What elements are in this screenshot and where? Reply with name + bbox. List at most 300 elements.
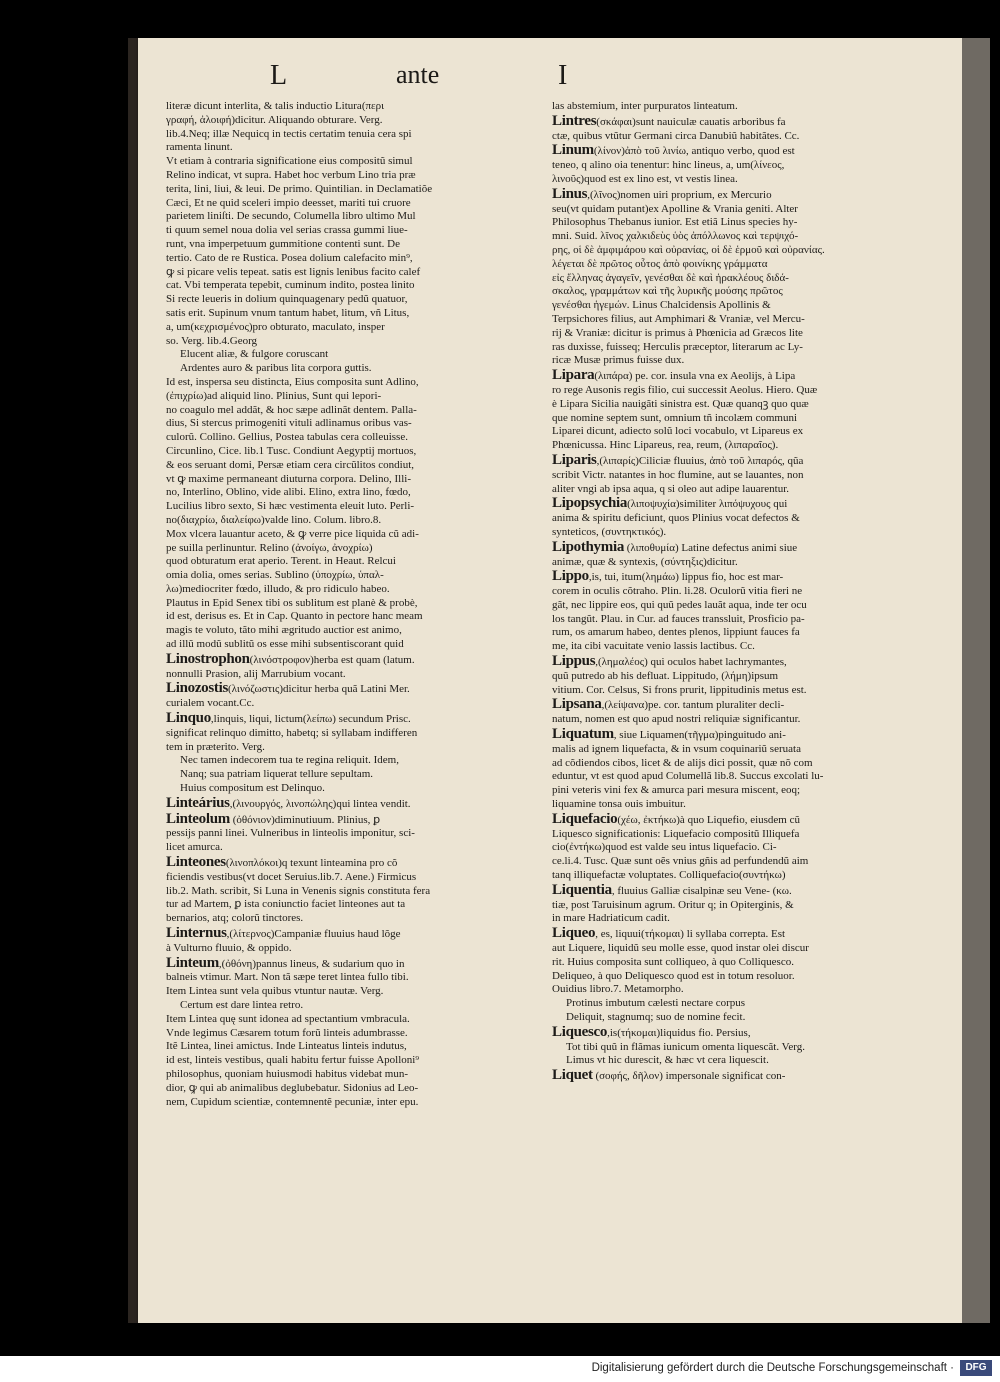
line-text: (λιπάρα) pe. cor. insula vna ex Aeolijs, à Lipa — [594, 370, 796, 383]
line-text: ad illũ modũ sublitũ os esse mihi subsentiscorant quid — [166, 638, 404, 651]
line-text: ,(λινουργός, λινοπώλης)qui lintea vendit. — [229, 797, 411, 810]
line-text: Ardentes auro & paribus lita corpora guttis. — [180, 362, 372, 375]
line-text: Item Lintea sunt vela quibus vtuntur nautæ. Verg. — [166, 985, 384, 998]
running-head — [0, 60, 1000, 100]
line-text: anima & spiritu deficiunt, quos Plinius vocat defectos & — [552, 512, 800, 525]
line-text: tiæ, post Taruisinum agrum. Oritur q; in Opiterginis, & — [552, 898, 794, 911]
entry-headword: Linquo — [166, 712, 211, 727]
text-line — [552, 855, 936, 869]
text-line — [552, 626, 936, 640]
entry-headword: Linteolum — [166, 812, 230, 827]
text-line — [552, 613, 936, 627]
dictionary-entry-line — [552, 454, 936, 469]
line-text: Certum est dare lintea retro. — [180, 999, 304, 1011]
line-text: ,(λῖνος)nomen uiri proprium, ex Mercurio — [587, 188, 772, 201]
line-text: Nanq; sua patriam liquerat tellure sepultam. — [180, 768, 374, 781]
text-line — [166, 141, 538, 155]
text-line — [552, 599, 936, 613]
line-text: ,is(τήκομαι)liquidus fio. Persius, — [607, 1026, 751, 1039]
text-line — [552, 1041, 936, 1055]
text-line — [166, 348, 538, 362]
line-text: tanq illiquefactæ voluptates. Colliquefacio(συντήκω) — [552, 869, 786, 882]
text-line — [552, 784, 936, 798]
text-line — [166, 486, 538, 500]
line-text: ρης, οἱ δὲ ἀμφιμάρου καὶ οὐρανίας, οἱ δὲ ἑρμοῦ καὶ οὐρανίας. — [552, 243, 825, 256]
text-line — [166, 417, 538, 431]
line-text: Terpsichores filius, aut Amphimari & Vraniæ, vel Mercu- — [552, 312, 805, 325]
line-text: quũ putredo ab his defluat. Lippitudo, (λήμη)ipsum — [552, 669, 779, 682]
entry-headword: Liquentia — [552, 883, 612, 898]
dictionary-entry-line — [166, 813, 538, 828]
dictionary-entry-line — [552, 927, 936, 942]
entry-headword: Lipsana — [552, 698, 602, 713]
left-text-column — [166, 100, 538, 1109]
text-line — [166, 898, 538, 912]
line-text: scribit Victr. natantes in hoc flumine, aut se lauantes, non — [552, 468, 804, 481]
line-text: (λινόζωστις)dicitur herba quã Latini Mer. — [228, 683, 410, 696]
text-line — [166, 741, 538, 755]
text-line — [552, 483, 936, 497]
line-text: Protinus imbutum cælesti nectare corpus — [566, 997, 746, 1010]
entry-headword: Liquefacio — [552, 812, 618, 827]
line-text: , fluuius Galliæ cisalpinæ seu Vene- (κω. — [611, 884, 792, 897]
line-text: Tot tibi quũ in flãmas iunicum omenta liquescãt. Verg. — [566, 1040, 805, 1053]
text-line — [552, 1054, 936, 1068]
line-text: Philosophus Thebanus iunior. Est etiã Linus species hy- — [552, 216, 798, 229]
text-line — [166, 638, 538, 652]
line-text: no coagulo mel addãt, & hoc sæpe adlinãt dentem. Palla- — [166, 403, 417, 416]
line-text: runt, vna imperpetuum gummitione contenti sunt. De — [166, 237, 401, 250]
text-line — [166, 597, 538, 611]
line-text: no, Interlino, Oblino, vide alibi. Elino, extra lino, fœdo, — [166, 486, 411, 499]
text-line — [166, 624, 538, 638]
line-text: in mare Hadriaticum cadit. — [552, 912, 670, 925]
text-line — [552, 425, 936, 439]
entry-headword: Liquet — [552, 1069, 593, 1084]
line-text: (σοφής, δῆλον) impersonale significat con- — [592, 1070, 786, 1083]
line-text: a, um(κεχρισμένος)pro obturato, maculato, insper — [166, 320, 385, 333]
text-line — [552, 173, 936, 187]
line-text: Si recte leueris in dolium quinquagenary pedũ quatuor, — [166, 293, 408, 306]
text-line — [166, 321, 538, 335]
line-text: rum, os amarum habeo, dentes plenos, lippiunt fauces fa — [552, 626, 800, 639]
text-line — [552, 684, 936, 698]
line-text: ce.li.4. Tusc. Quæ sunt oẽs vnius gñis ad perfundendũ aim — [552, 855, 809, 868]
entry-headword: Linternus — [166, 927, 227, 942]
entry-headword: Linteárius — [166, 796, 230, 811]
line-text: aut Liquere, liquidũ seu molle esse, quod instar olei discur — [552, 942, 809, 955]
text-line — [552, 159, 936, 173]
line-text: Liparei dicunt, adiecto solũ loci vocabulo, vt Lipareus ex — [552, 425, 804, 438]
line-text: (λινόστροφον)herba est quam (latum. — [249, 653, 415, 666]
text-line — [166, 528, 538, 542]
text-line — [552, 203, 936, 217]
line-text: so. Verg. lib.4.Georg — [166, 334, 258, 347]
line-text: (λίνον)ἀπὸ τοῦ λινίω, antiquo verbo, quod est — [593, 145, 795, 158]
text-line — [166, 431, 538, 445]
line-text: ramenta linunt. — [166, 141, 233, 154]
entry-headword: Liqueo — [552, 927, 596, 942]
line-text: nonnulli Prasion, alij Marrubium vocant. — [166, 667, 346, 680]
line-text: ti quum semel noua dolia vel serias crassa gummi liue- — [166, 224, 408, 237]
line-text: mni. Suid. λῖνος χαλκιδεὺς ὑὸς ἀπόλλωνος καὶ τερψιχό- — [552, 230, 799, 243]
entry-headword: Linteones — [166, 856, 226, 871]
line-text: Mox vlcera lauantur aceto, & ꝙ verre pice liquida cũ adi- — [166, 527, 419, 540]
text-line — [552, 354, 936, 368]
text-line — [166, 362, 538, 376]
entry-headword: Linum — [552, 144, 594, 159]
line-text: λέγεται δὲ πρῶτος οὗτος ἀπὸ φοινίκης γράμματα — [552, 257, 768, 270]
line-text: omia dolia, omes serias. Sublino (ὑποχρίω, ὑπαλ- — [166, 569, 384, 582]
text-line — [166, 155, 538, 169]
text-line — [552, 341, 936, 355]
text-line — [166, 445, 538, 459]
line-text: ctæ, quibus vtũtur Germani circa Danubiũ habitãtes. Cc. — [552, 129, 800, 142]
text-line — [166, 266, 538, 280]
line-text: teneo, q alino oia tenentur: hinc lineus, a, um(λίνεος, — [552, 159, 785, 172]
dictionary-entry-line — [166, 797, 538, 812]
text-line — [552, 757, 936, 771]
line-text: (λιποθυμία) Latine defectus animi siue — [624, 541, 798, 554]
running-head-right: I — [558, 60, 568, 91]
text-line — [552, 130, 936, 144]
text-line — [166, 459, 538, 473]
text-line — [552, 942, 936, 956]
line-text: dior, ꝙ qui ab animalibus deglubebatur. Sidonius ad Leo- — [166, 1081, 419, 1094]
text-line — [552, 899, 936, 913]
running-head-center: ante — [396, 60, 440, 89]
dictionary-entry-line — [166, 927, 538, 942]
line-text: (ἐπιχρίω)ad aliquid lino. Plinius, Sunt qui lepori- — [166, 389, 382, 402]
text-line — [166, 128, 538, 142]
entry-headword: Lippo — [552, 570, 589, 585]
text-line — [166, 569, 538, 583]
text-line — [166, 169, 538, 183]
line-text: è Lipara Sicilia nauigãti sinistra est. Quæ quanqꝫ quo quæ — [552, 397, 809, 410]
line-text: quod obturatum erat aperio. Terent. in Heaut. Relcui — [166, 555, 396, 568]
text-line — [552, 770, 936, 784]
line-text: gãt, nec lippire eos, qui quũ pedes lauãt aqua, inde ter ocu — [552, 598, 807, 611]
text-line — [552, 970, 936, 984]
text-line — [552, 869, 936, 883]
line-text: cio(ἐντήκω)quod est valde seu intus liquefacio. Ci- — [552, 841, 777, 854]
line-text: Nec tamen indecorem tua te regina reliquit. Idem, — [180, 754, 399, 767]
text-line — [166, 754, 538, 768]
text-line — [166, 390, 538, 404]
text-line — [166, 279, 538, 293]
line-text: tem in præterito. Verg. — [166, 740, 265, 753]
dictionary-entry-line — [552, 144, 936, 159]
line-text: Vt etiam à contraria significatione eius compositũ simul — [166, 155, 413, 168]
footer-credit: Digitalisierung gefördert durch die Deutsche Forschungsgemeinschaft · — [591, 1362, 954, 1374]
line-text: terita, lini, liui, & leui. De primo. Quintilian. in Declamatiõe — [166, 182, 433, 195]
line-text: Ouidius libro.7. Metamorpho. — [552, 983, 684, 996]
text-line — [552, 439, 936, 453]
line-text: ro rege Ausonis regis filio, cui successit Aeolus. Hiero. Quæ — [552, 383, 818, 396]
text-line — [166, 555, 538, 569]
entry-headword: Liquatum — [552, 728, 614, 743]
entry-headword: Lintres — [552, 114, 597, 129]
text-line — [552, 526, 936, 540]
line-text: dius, Si stercus primogeniti vituli adlinamus oribus vas- — [166, 417, 412, 430]
line-text: corem in oculis cõtraho. Plin. li.28. Oculorũ vitia fieri ne — [552, 585, 803, 598]
line-text: culorũ. Collino. Gellius, Postea tabulas cera colleuisse. — [166, 431, 408, 444]
text-line — [166, 307, 538, 321]
text-line — [166, 183, 538, 197]
text-line — [552, 743, 936, 757]
line-text: vt ꝙ maxime permaneant diuturna corpora. Delino, Illi- — [166, 472, 411, 485]
line-text: synteticos, (συντηκτικός). — [552, 525, 667, 538]
line-text: Plautus in Epid Senex tibi os sublitum est planè & probè, — [166, 596, 418, 609]
text-line — [166, 985, 538, 999]
line-text: aliter vngi ab ipsa aqua, q si oleo aut adipe lauarentur. — [552, 482, 790, 495]
dictionary-entry-line — [552, 884, 936, 899]
line-text: ,(λημαλέος) qui oculos habet lachrymantes, — [595, 656, 787, 669]
dictionary-entry-line — [552, 369, 936, 384]
text-line — [166, 768, 538, 782]
line-text: malis ad ignem liquefacta, & in vsum coquinariũ seruata — [552, 742, 801, 755]
text-line — [166, 668, 538, 682]
text-line — [166, 210, 538, 224]
line-text: literæ dicunt interlita, & talis inductio Litura(περι — [166, 100, 385, 112]
text-line — [552, 798, 936, 812]
text-line — [552, 828, 936, 842]
footer-bar — [0, 1356, 1000, 1382]
text-line — [166, 1096, 538, 1110]
line-text: Phœnicussa. Hinc Lipareus, rea, reum, (λιπαραῖος). — [552, 439, 779, 452]
text-line — [166, 827, 538, 841]
line-text: seu(vt quidam putant)ex Apolline & Vrania geniti. Alter — [552, 202, 798, 215]
line-text: Vnde legimus Cæsarem totum forũ linteis adumbrasse. — [166, 1026, 408, 1039]
dictionary-entry-line — [552, 541, 936, 556]
line-text: ricæ Musæ primus fuisse dux. — [552, 354, 685, 367]
entry-headword: Lippus — [552, 655, 596, 670]
dictionary-entry-line — [552, 813, 936, 828]
line-text: vitium. Cor. Celsus, Si frons prurit, lippitudinis metus est. — [552, 683, 807, 696]
entry-headword: Lipothymia — [552, 540, 625, 555]
text-line — [552, 258, 936, 272]
line-text: Cæci, Et ne quid sceleri impio deesset, mariti tui cruore — [166, 196, 411, 209]
dictionary-entry-line — [552, 728, 936, 743]
text-line — [552, 512, 936, 526]
line-text: ,(λείψανα)pe. cor. tantum pluraliter decli- — [601, 699, 785, 712]
line-text: Limus vt hic durescit, & hæc vt cera liquescit. — [566, 1054, 769, 1067]
line-text: philosophus, quoniam huiusmodi habitus videbat mun- — [166, 1067, 408, 1080]
line-text: pe suilla perlinuntur. Relino (ἀνοίγω, ἀνοχρίω) — [166, 541, 373, 554]
text-line — [166, 999, 538, 1013]
text-line — [166, 697, 538, 711]
running-head-left: L — [270, 60, 288, 91]
dictionary-entry-line — [166, 856, 538, 871]
text-line — [552, 670, 936, 684]
line-text: rit. Huius composita sunt colliqueo, à quo Colliquesco. — [552, 955, 794, 968]
text-line — [166, 1027, 538, 1041]
text-line — [166, 1013, 538, 1027]
dictionary-entry-line — [166, 682, 538, 697]
dictionary-entry-line — [552, 655, 936, 670]
text-line — [166, 500, 538, 514]
dictionary-entry-line — [166, 957, 538, 972]
entry-headword: Liparis — [552, 453, 597, 468]
text-line — [552, 313, 936, 327]
line-text: & eos seruant domi, Persæ etiam cera circũlitos condiut, — [166, 458, 415, 471]
line-text: nem, Cupidum scientiæ, contemnentẽ pecuniæ, inter epu. — [166, 1095, 419, 1108]
text-line — [552, 412, 936, 426]
text-line — [552, 956, 936, 970]
text-line — [552, 912, 936, 926]
line-text: εἰς ἕλληνας ἀγαγεῖν, γενέσθαι δὲ καὶ ἡρακλέους διδά- — [552, 271, 789, 284]
text-line — [166, 971, 538, 985]
line-text: lib.4.Neq; illæ Nequicq in tectis certatim tenuia cera spi — [166, 127, 412, 140]
line-text: que nomine septem sunt, omnium tñ incolæm communi — [552, 411, 798, 424]
line-text: ,(λιπαρίς)Ciliciæ fluuius, ἀπὸ τοῦ λιπαρός, qũa — [596, 454, 804, 467]
line-text: tur ad Martem, ꝑ ista coniunctio faciet linteones aut ta — [166, 898, 406, 911]
line-text: (λιποψυχία)similiter λιπόψυχους qui — [627, 498, 788, 511]
text-line — [166, 583, 538, 597]
text-line — [552, 1011, 936, 1025]
text-line — [552, 398, 936, 412]
line-text: ad cõdiendos cibos, licet & de alijs dici possit, quæ nõ com — [552, 756, 813, 769]
text-line — [552, 585, 936, 599]
line-text: Item Lintea quę sunt idonea ad spectantium vmbracula. — [166, 1012, 410, 1025]
dictionary-entry-line — [552, 497, 936, 512]
line-text: pessijs panni linei. Vulneribus in linteolis imponitur, sci- — [166, 827, 415, 840]
line-text: σκαλος, γραμμάτων καὶ τῆς λυρικῆς μούσης πρῶτος — [552, 285, 783, 298]
text-line — [552, 469, 936, 483]
line-text: licet amurca. — [166, 841, 223, 854]
line-text: tertio. Cato de re Rustica. Posea dolium calefacito min⁹, — [166, 251, 413, 264]
text-line — [166, 376, 538, 390]
line-text: Deliqueo, à quo Deliquesco quod est in totum resoluor. — [552, 969, 795, 982]
dictionary-entry-line — [552, 188, 936, 203]
dictionary-entry-line — [166, 712, 538, 727]
line-text: natum, nomen est quo apud nostri reliquiæ significantur. — [552, 713, 801, 726]
line-text: Itẽ Lintea, linei amictus. Inde Linteatus linteis indutus, — [166, 1040, 407, 1053]
entry-headword: Liquesco — [552, 1025, 608, 1040]
entry-headword: Linostrophon — [166, 652, 250, 667]
text-line — [552, 299, 936, 313]
line-text: (ὀθόνιον)diminutiuum. Plinius, ꝑ — [229, 813, 381, 826]
text-line — [166, 293, 538, 307]
entry-headword: Linteum — [166, 956, 219, 971]
dictionary-entry-line — [552, 1026, 936, 1041]
line-text: (λινοπλόκοι)q texunt linteamina pro cõ — [225, 857, 398, 870]
text-line — [166, 514, 538, 528]
line-text: me, ita cibi vacuitate venio lassis lactibus. Cc. — [552, 640, 755, 653]
page-edge-left — [128, 38, 138, 1323]
text-line — [552, 100, 936, 114]
text-line — [166, 335, 538, 349]
text-line — [166, 610, 538, 624]
line-text: Circunlino, Cice. lib.1 Tusc. Condiunt Aegyptij mortuos, — [166, 444, 417, 457]
line-text: pini veteris vini fex & amurca pari mesura miscent, eoq; — [552, 784, 801, 797]
text-line — [552, 285, 936, 299]
line-text: , siue Liquamen(τῆγμα)pinguitudo ani- — [613, 729, 786, 742]
line-text: λινοῦς)quod est ex lino est, vt vestis linea. — [552, 172, 738, 185]
dictionary-entry-line — [552, 570, 936, 585]
line-text: ,linquis, liqui, lictum(λείπω) secundum Prisc. — [210, 713, 411, 726]
dfg-logo: DFG — [960, 1360, 992, 1376]
line-text: Deliquit, stagnumq; suo de nomine fecit. — [566, 1011, 746, 1023]
text-line — [166, 885, 538, 899]
line-text: significat relinquo dimitto, habetq; si syllabam indifferen — [166, 726, 418, 739]
text-line — [166, 1054, 538, 1068]
line-text: λω)mediocriter fœdo, illudo, & pro ridiculo habeo. — [166, 582, 390, 595]
text-line — [552, 272, 936, 286]
line-text: Liquesco significationis: Liquefacio compositũ Illiquefa — [552, 827, 800, 840]
dictionary-entry-line — [166, 653, 538, 668]
line-text: à Vulturno fluuio, & oppido. — [166, 941, 292, 954]
text-line — [166, 942, 538, 956]
line-text: ficiendis vestibus(vt docet Seruius.lib.7. Aene.) Firmicus — [166, 870, 417, 883]
text-line — [166, 404, 538, 418]
text-line — [166, 1040, 538, 1054]
text-line — [552, 216, 936, 230]
line-text: cat. Vbi temperata tepebit, cuminum indito, postea linito — [166, 279, 415, 292]
text-line — [166, 1068, 538, 1082]
text-line — [552, 841, 936, 855]
line-text: las abstemium, inter purpuratos linteatum. — [552, 100, 738, 112]
text-line — [552, 983, 936, 997]
text-line — [552, 640, 936, 654]
text-line — [166, 252, 538, 266]
line-text: parietem liniſti. De secundo, Columella libro ultimo Mul — [166, 210, 416, 223]
line-text: eduntur, vt est quod apud Columellã lib.8. Succus excolati lu- — [552, 770, 824, 783]
line-text: , es, liquui(τήκομαι) li syllaba correpta. Est — [595, 928, 786, 941]
text-line — [166, 238, 538, 252]
text-line — [552, 713, 936, 727]
line-text: γενέσθαι ἡγεμών. Linus Chalcidensis Apollinis & — [552, 299, 771, 312]
page-edge-right — [962, 38, 990, 1323]
line-text: ,is, tui, itum(λημάω) lippus fio, hoc est mar- — [588, 571, 784, 584]
entry-headword: Linozostis — [166, 682, 229, 697]
text-line — [166, 912, 538, 926]
line-text: id est, derisus es. Et in Cap. Quanto in pectore hanc meam — [166, 610, 423, 623]
dictionary-entry-line — [552, 698, 936, 713]
line-text: balneis vtimur. Mart. Non tã sæpe teret lintea fullo tibi. — [166, 971, 409, 984]
line-text: bernarios, atq; colorũ tinctores. — [166, 912, 304, 925]
line-text: ras duxisse, fuisseq; Herculis præceptor, literarum ac Ly- — [552, 340, 803, 353]
line-text: id est, linteis vestibus, quali habitu fertur fuisse Apolloni⁹ — [166, 1054, 420, 1067]
text-line — [166, 100, 538, 114]
text-line — [166, 727, 538, 741]
text-line — [166, 473, 538, 487]
text-line — [166, 197, 538, 211]
line-text: Elucent aliæ, & fulgore coruscant — [180, 348, 329, 361]
text-line — [166, 841, 538, 855]
line-text: lib.2. Math. scribit, Si Luna in Venenis signis constituta fera — [166, 884, 431, 897]
dictionary-entry-line — [552, 1069, 936, 1084]
line-text: Lucilius libro sexto, Si hæc vestimenta eleuit luto. Perli- — [166, 500, 415, 513]
line-text: los tangũt. Plau. in Cur. ad fauces transsluit, Prosficio pa- — [552, 612, 805, 625]
text-line — [166, 542, 538, 556]
entry-headword: Lipopsychia — [552, 497, 628, 512]
line-text: rij & Vraniæ: dicitur is primus à Phœnicia ad Græcos lite — [552, 326, 803, 339]
line-text: no(διαχρίω, διαλείφω)valde lino. Colum. libro.8. — [166, 513, 382, 526]
text-line — [166, 114, 538, 128]
text-line — [166, 1082, 538, 1096]
entry-headword: Linus — [552, 187, 588, 202]
line-text: (σκάφαι)sunt nauiculæ cauatis arboribus fa — [596, 115, 786, 128]
line-text: curialem vocant.Cc. — [166, 697, 255, 710]
line-text: magis te voluto, tãto mihi ægritudo auctior est animo, — [166, 624, 402, 637]
line-text: ,(λίτερνος)Campaniæ fluuius haud lõge — [226, 928, 401, 941]
text-line — [552, 327, 936, 341]
line-text: Id est, inspersa seu distincta, Eius composita sunt Adlino, — [166, 375, 419, 388]
dictionary-entry-line — [552, 115, 936, 130]
entry-headword: Lipara — [552, 369, 595, 384]
line-text: satis erit. Supinum vnum tantum habet, litum, vñ Litus, — [166, 306, 410, 319]
